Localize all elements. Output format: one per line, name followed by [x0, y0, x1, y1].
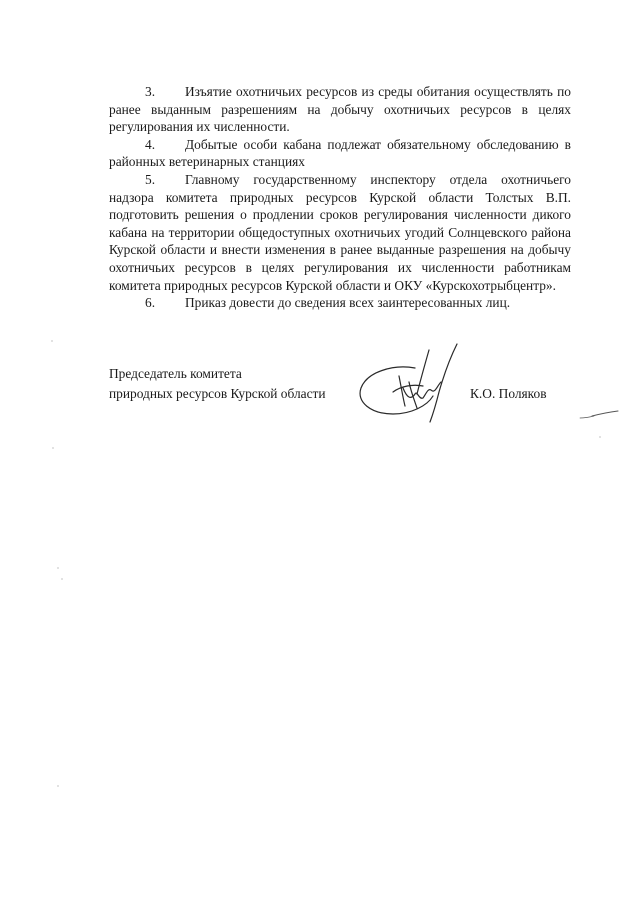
item-text: Главному государственному инспектору отдела охотничьего надзора комитета природных ресурсов Курской области Толстых В.П. подготовить решения о продлении сроков регулирования численности дикого кабана на территории общедоступных охотничьих угодий Солнцевского района Курской области и внести изменения в ранее выданные разрешения на добычу охотничьих ресурсов в целях регулирования их численности работникам комитета природных ресурсов Курской области и ОКУ «Курскохотрыбцентр».: [109, 171, 571, 293]
handwritten-signature: [353, 342, 463, 434]
signer-title-line1: Председатель комитета: [109, 366, 242, 381]
item-text: Приказ довести до сведения всех заинтересованных лиц.: [185, 295, 511, 311]
item-5: [109, 171, 571, 294]
item-text: Добытые особи кабана подлежат обязательному обследованию в районных ветеринарных станциях: [109, 136, 571, 170]
order-body: [109, 83, 571, 312]
item-number: 3.: [145, 84, 156, 99]
item-number: 5.: [145, 171, 156, 187]
item-text: Изъятие охотничьих ресурсов из среды обитания осуществлять по ранее выданным разрешениям на добычу охотничьих ресурсов в целях регулирования их численности.: [109, 84, 571, 135]
item-3: [109, 83, 571, 136]
signer-title-line2: природных ресурсов Курской области: [109, 386, 326, 401]
item-number: 4.: [145, 136, 156, 152]
item-number: 6.: [145, 295, 156, 311]
signature-block: [109, 365, 571, 425]
item-6: [109, 294, 571, 312]
signer-name: К.О. Поляков: [470, 386, 547, 401]
item-4: [109, 136, 571, 171]
